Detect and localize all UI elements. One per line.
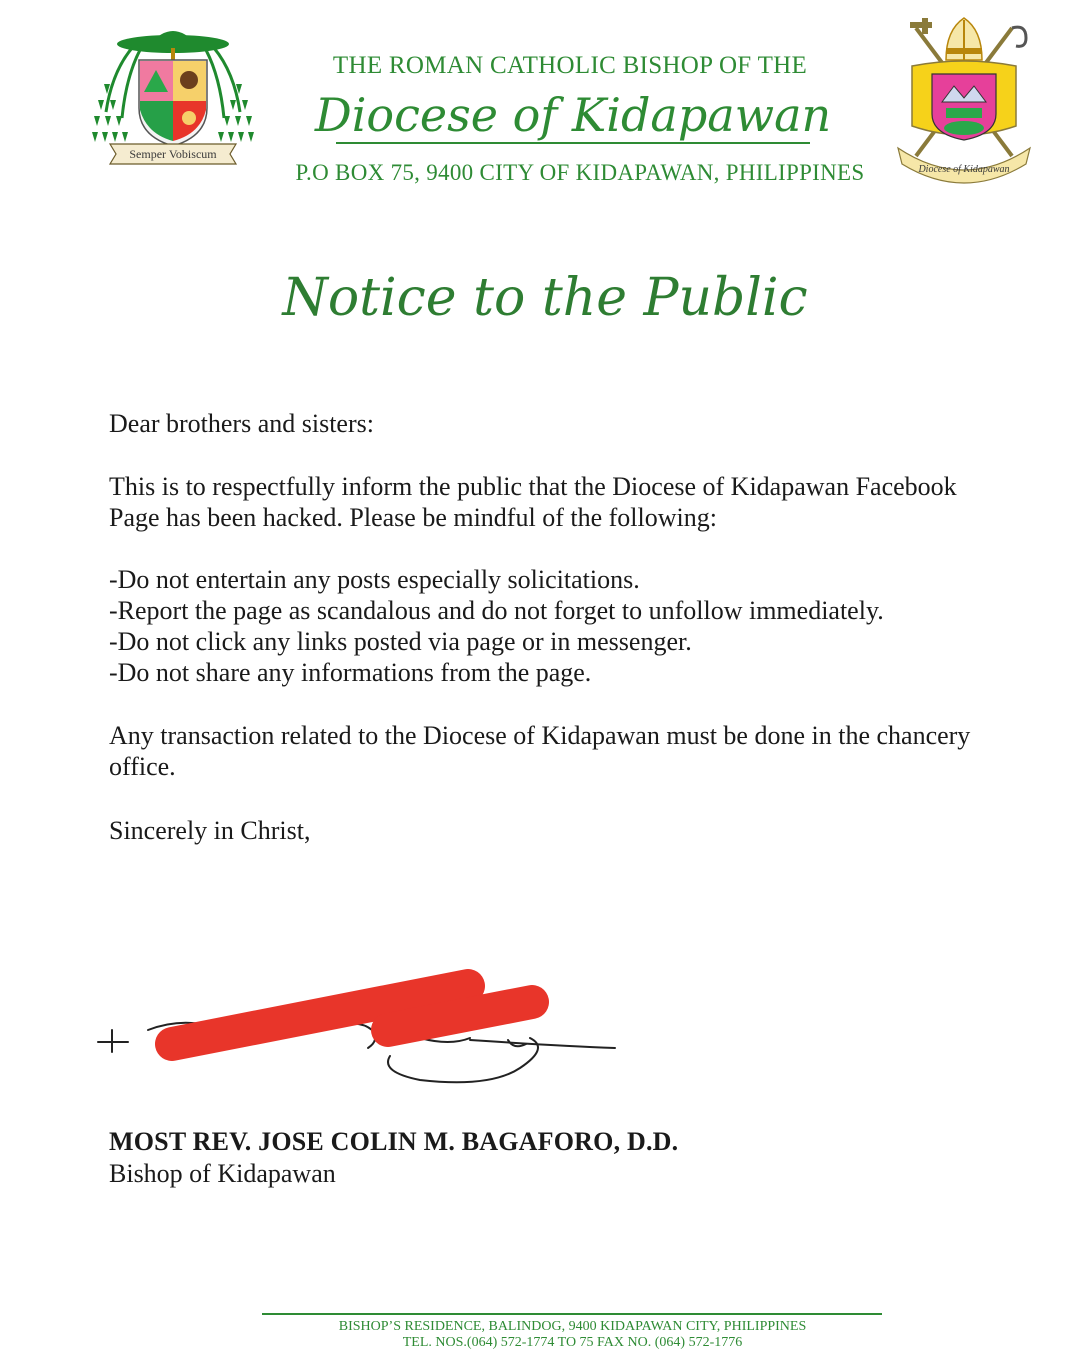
signer-title: Bishop of Kidapawan xyxy=(109,1159,336,1188)
diocese-coat-of-arms-icon xyxy=(894,16,1034,184)
footer-address: BISHOP’S RESIDENCE, BALINDOG, 9400 KIDAPAWAN CITY, PHILIPPINES xyxy=(338,1319,807,1334)
instruction-list xyxy=(109,564,989,688)
letterhead-title: Diocese of Kidapawan xyxy=(314,88,832,142)
crest-ribbon-text: Diocese of Kidapawan xyxy=(918,164,1010,175)
list-item: -Report the page as scandalous and do not forget to unfollow immediately. xyxy=(109,596,884,625)
letterhead-title-underline xyxy=(336,142,810,144)
notice-title: Notice to the Public xyxy=(282,268,808,328)
list-item: -Do not click any links posted via page or in messenger. xyxy=(109,627,692,656)
closing: Sincerely in Christ, xyxy=(109,816,311,845)
letterhead-address: P.O BOX 75, 9400 CITY OF KIDAPAWAN, PHILIPPINES xyxy=(295,160,865,185)
list-item: -Do not share any informations from the page. xyxy=(109,658,592,687)
list-item: -Do not entertain any posts especially solicitations. xyxy=(109,565,640,594)
footer-phone: TEL. NOS.(064) 572-1774 TO 75 FAX NO. (064) 572-1776 xyxy=(402,1335,743,1350)
letterhead-line1: THE ROMAN CATHOLIC BISHOP OF THE xyxy=(332,52,808,79)
salutation: Dear brothers and sisters: xyxy=(109,409,374,438)
signer-name: MOST REV. JOSE COLIN M. BAGAFORO, D.D. xyxy=(109,1127,679,1156)
crest-motto: Semper Vobiscum xyxy=(129,147,217,161)
handwritten-signature-icon xyxy=(90,960,650,1090)
footer-rule xyxy=(262,1313,882,1315)
transaction-paragraph: Any transaction related to the Diocese of Kidapawan must be done in the chancery office. xyxy=(109,721,971,781)
intro-paragraph: This is to respectfully inform the public that the Diocese of Kidapawan Facebook Page has been hacked. Please be mindful of the following: xyxy=(109,472,957,532)
